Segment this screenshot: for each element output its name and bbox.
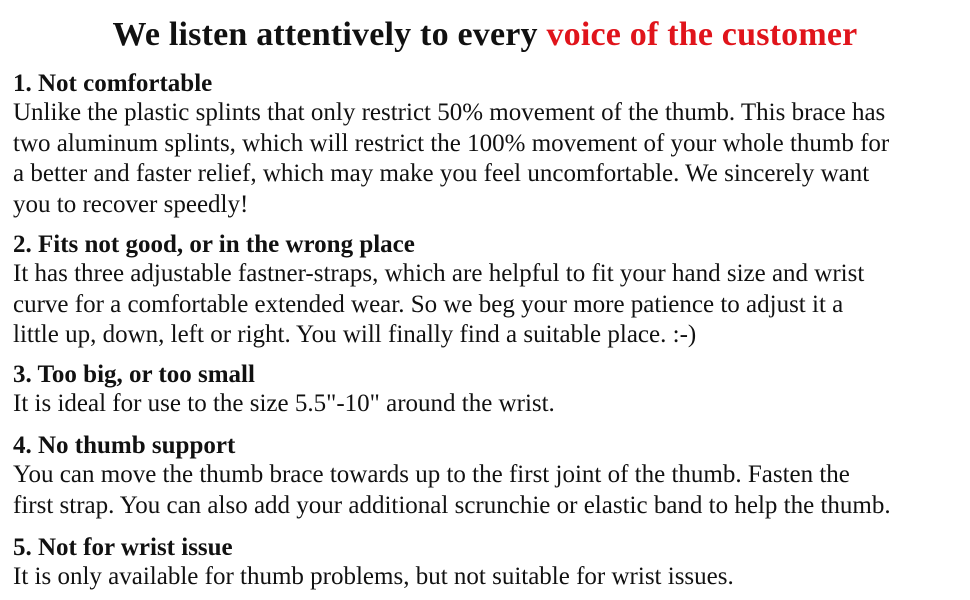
issue-title: 4. No thumb support [13, 432, 236, 459]
issue-section-fit [13, 231, 965, 351]
page-title-prefix: We listen attentively to every [112, 16, 547, 53]
issue-section-size [13, 361, 965, 420]
issue-description: You can move the thumb brace towards up to the first joint of the thumb. Fasten the first strap. You can also add your additional scrunchie or elastic band to help the thumb. [13, 461, 891, 519]
issue-description: It is ideal for use to the size 5.5"-10" around the wrist. [13, 390, 555, 417]
issue-description: Unlike the plastic splints that only restrict 50% movement of the thumb. This brace has two aluminum splints, which will restrict the 100% movement of your whole thumb for a better and faster relief, which may make you feel uncomfortable. We sincerely want you to recover speedly! [13, 99, 890, 218]
issue-title: 2. Fits not good, or in the wrong place [13, 231, 415, 258]
issue-section-wrist [13, 534, 965, 593]
page-title [0, 13, 970, 57]
issue-title: 5. Not for wrist issue [13, 534, 233, 561]
page-title-highlight: voice of the customer [546, 16, 858, 53]
issue-description: It is only available for thumb problems, but not suitable for wrist issues. [13, 563, 734, 590]
issue-description: It has three adjustable fastner-straps, which are helpful to fit your hand size and wrist curve for a comfortable extended wear. So we beg your more patience to adjust it a little up, down, left or right. You will finally find a suitable place. :-) [13, 260, 865, 348]
issue-title: 3. Too big, or too small [13, 361, 255, 388]
issue-section-thumb-support [13, 432, 965, 521]
issue-title: 1. Not comfortable [13, 70, 213, 97]
issue-section-not-comfortable [13, 70, 965, 220]
